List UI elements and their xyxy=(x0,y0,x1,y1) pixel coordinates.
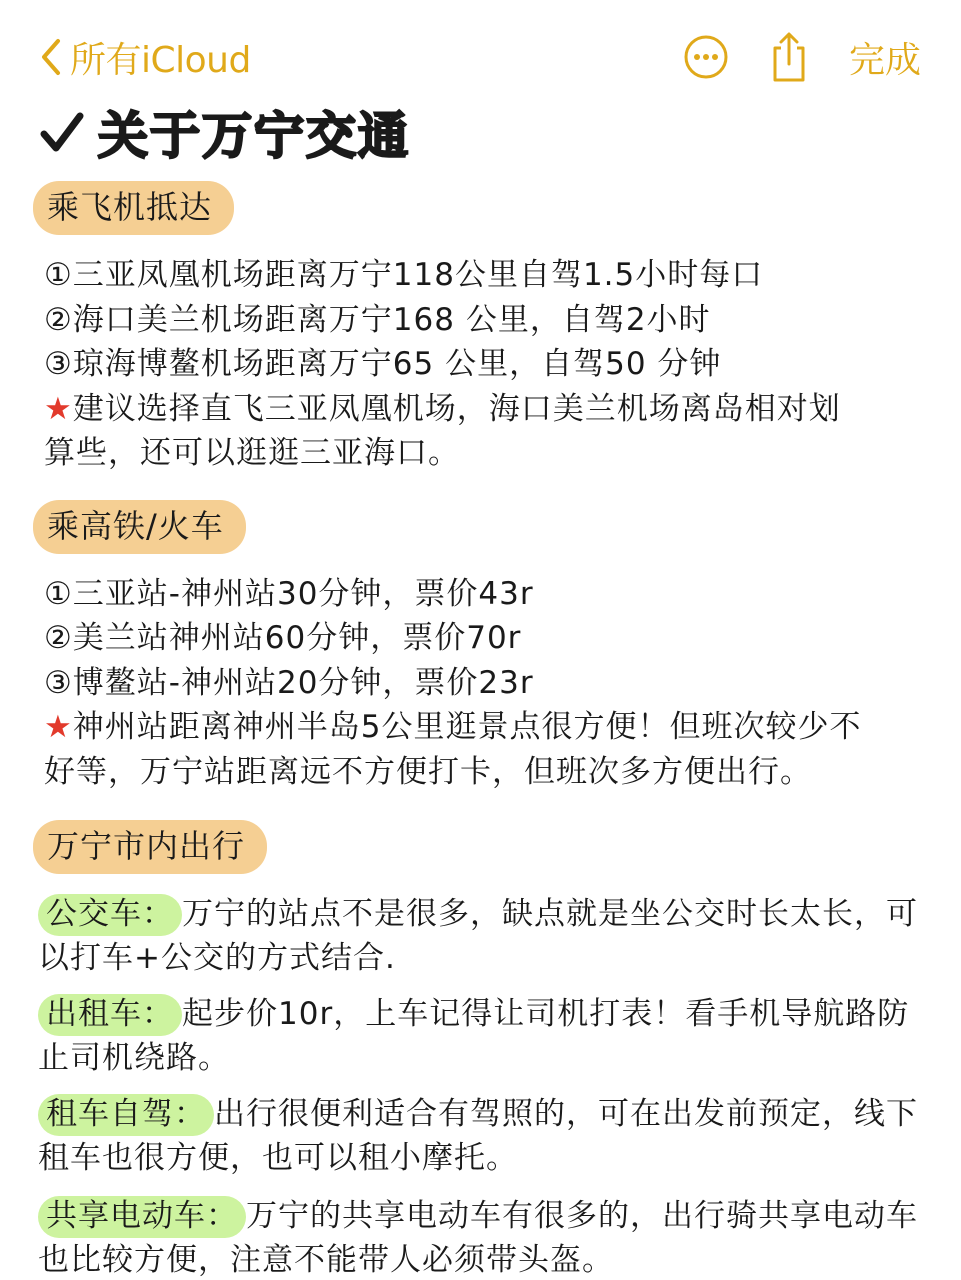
flight-tip-continued: 算些，还可以逛逛三亚海口。 xyxy=(44,435,460,471)
ellipsis-circle-icon xyxy=(683,34,729,80)
flight-details xyxy=(44,253,939,476)
checkmark-icon xyxy=(40,110,84,154)
list-item: ①三亚凤凰机场距离万宁118公里自驾1.5小时每口 xyxy=(44,257,764,293)
done-button[interactable]: 完成 xyxy=(848,39,921,81)
back-button[interactable] xyxy=(38,32,251,82)
nav-actions xyxy=(683,30,921,84)
train-tip-text: 神州站距离神州半岛5公里逛景点很方便！但班次较少不 xyxy=(72,709,862,745)
section-heading-flight: 乘飞机抵达 xyxy=(33,181,234,235)
note-body xyxy=(0,176,961,1280)
bus-text: 万宁的站点不是很多，缺点就是坐公交时长太长，可以打车+公交的方式结合. xyxy=(38,896,918,976)
ebike-text: 万宁的共享电动车有很多的，出行骑共享电动车也比较方便，注意不能带人必须带头盔。 xyxy=(38,1198,918,1278)
list-item: ②海口美兰机场距离万宁168 公里，自驾2小时 xyxy=(44,301,711,338)
section-heading-local: 万宁市内出行 xyxy=(33,820,267,874)
train-details xyxy=(44,572,939,795)
local-item-ebike xyxy=(38,1194,939,1280)
navigation-bar xyxy=(0,0,961,110)
list-item: ③琼海博鳌机场距离万宁65 公里，自驾50 分钟 xyxy=(44,346,722,382)
star-icon: ★ xyxy=(44,390,73,427)
local-item-bus xyxy=(38,892,939,980)
train-tip xyxy=(44,705,939,750)
flight-tip xyxy=(44,387,939,432)
note-title: 关于万宁交通 xyxy=(98,107,410,165)
taxi-label: 出租车： xyxy=(38,994,182,1036)
bus-label: 公交车： xyxy=(38,894,182,936)
list-item: ③博鳌站-神州站20分钟，票价23r xyxy=(44,664,534,701)
more-button[interactable] xyxy=(683,34,729,80)
taxi-text: 起步价10r，上车记得让司机打表！看手机导航路防止司机绕路。 xyxy=(38,996,910,1076)
local-item-rental xyxy=(38,1092,939,1180)
list-item: ②美兰站神州站60分钟，票价70r xyxy=(44,620,522,656)
flight-tip-text: 建议选择直飞三亚凤凰机场，海口美兰机场离岛相对划 xyxy=(72,390,841,427)
share-icon xyxy=(769,30,809,84)
section-heading-train: 乘高铁/火车 xyxy=(33,500,246,554)
star-icon: ★ xyxy=(44,709,73,745)
ebike-label: 共享电动车： xyxy=(38,1196,246,1238)
chevron-left-icon xyxy=(38,37,64,77)
rental-label: 租车自驾： xyxy=(38,1094,214,1136)
back-label: 所有iCloud xyxy=(70,39,251,81)
list-item: ①三亚站-神州站30分钟，票价43r xyxy=(44,575,534,612)
note-title-row xyxy=(40,100,410,164)
share-button[interactable] xyxy=(769,30,809,84)
train-tip-continued: 好等，万宁站距离远不方便打卡，但班次多方便出行。 xyxy=(44,753,812,790)
rental-text: 出行很便利适合有驾照的，可在出发前预定，线下租车也很方便，也可以租小摩托。 xyxy=(38,1096,918,1176)
local-item-taxi xyxy=(38,992,939,1080)
